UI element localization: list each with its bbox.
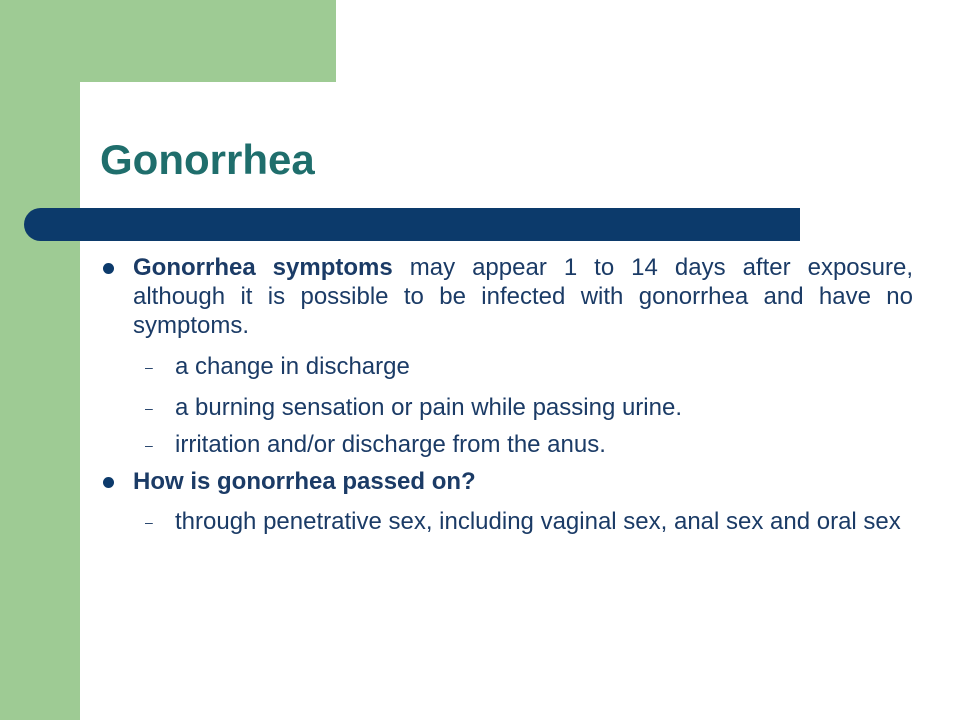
bullet-text: may appear 1 to 14 days after exposure, although it is possible to be infected with gonorrhea and have no symptoms.: [133, 254, 914, 339]
slide-title: Gonorrhea: [100, 136, 315, 183]
bullet-bold-text: Gonorrhea symptoms: [133, 254, 393, 281]
subitem-irritation-discharge: – irritation and/or discharge from the anus.: [175, 430, 915, 459]
bullet-how-passed-on: [133, 467, 913, 496]
top-green-block: [0, 0, 336, 82]
subitem-penetrative-sex: – through penetrative sex, including vaginal sex, anal sex and oral sex: [175, 507, 915, 536]
subitem-change-discharge: – a change in discharge: [175, 352, 915, 381]
bullet-bold-text: How is gonorrhea passed on?: [133, 468, 476, 495]
title-underline-bar: [24, 208, 800, 241]
subitem-burning-sensation: – a burning sensation or pain while passing urine.: [175, 393, 915, 422]
left-green-band: [0, 0, 80, 720]
bullet-gonorrhea-symptoms: [133, 253, 913, 340]
